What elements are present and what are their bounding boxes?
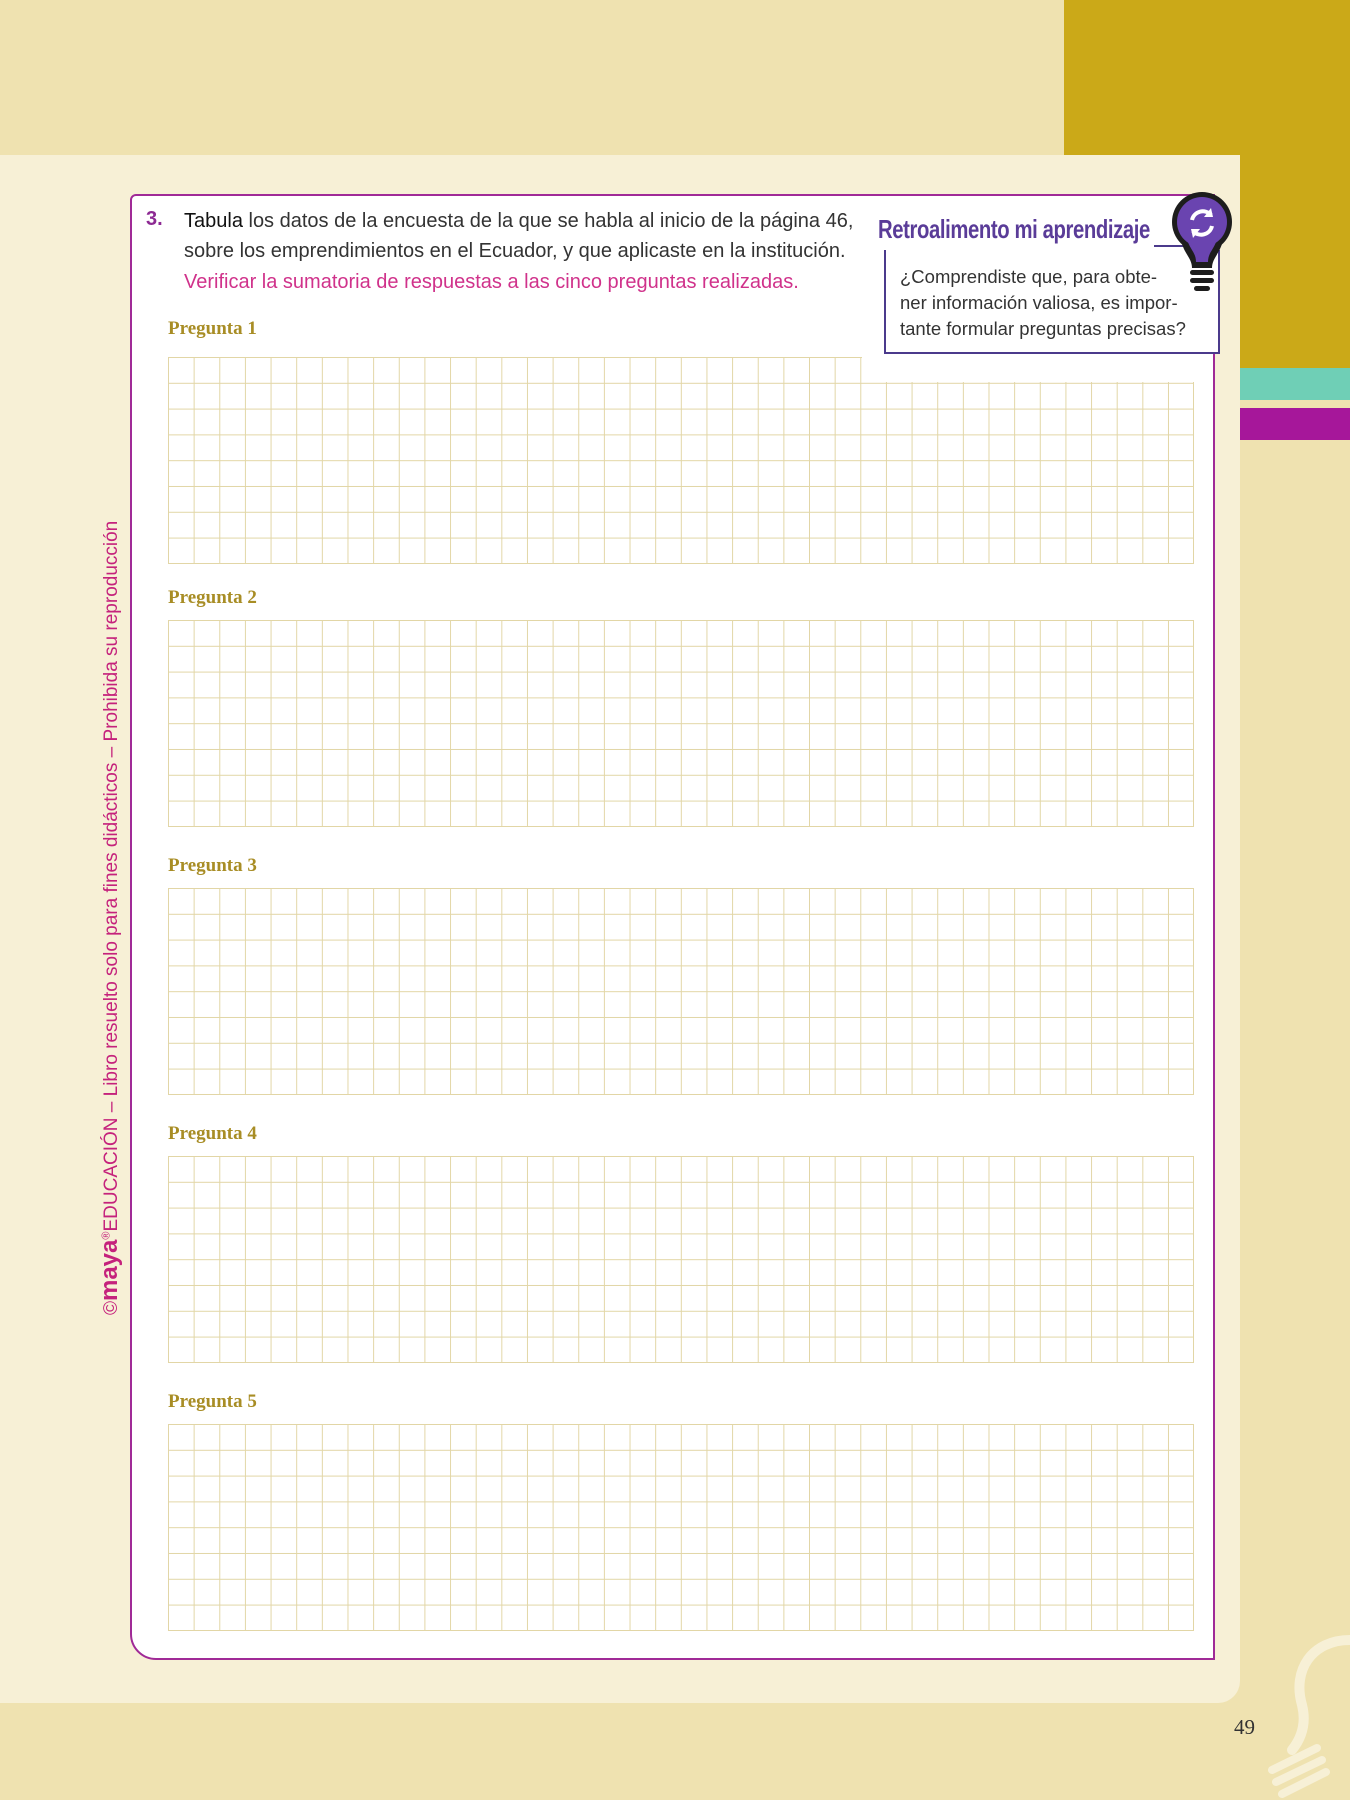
answer-grid-4[interactable] xyxy=(168,1156,1194,1363)
retro-title: Retroalimento mi aprendizaje xyxy=(878,214,1150,244)
instruction-line-2: sobre los emprendimientos en el Ecuador, y que aplicaste en la institución. xyxy=(184,240,846,262)
answer-note: Verificar la sumatoria de respuestas a las cinco preguntas realizadas. xyxy=(184,271,799,293)
retro-question xyxy=(900,264,1200,342)
answer-grid-5[interactable] xyxy=(168,1424,1194,1631)
question-1-label: Pregunta 1 xyxy=(168,318,257,339)
question-3-label: Pregunta 3 xyxy=(168,855,257,876)
copyright-sidebar xyxy=(96,521,124,1315)
brand-logo: maya xyxy=(96,1239,123,1301)
teal-tab xyxy=(1238,368,1350,400)
question-5-label: Pregunta 5 xyxy=(168,1391,257,1412)
instruction-line-1: los datos de la encuesta de la que se habla al inicio de la página 46, xyxy=(242,210,854,232)
answer-grid-3[interactable] xyxy=(168,888,1194,1095)
exercise-number: 3. xyxy=(146,208,163,230)
bottom-band xyxy=(0,1703,1350,1800)
lightbulb-refresh-icon xyxy=(1170,190,1234,294)
question-4-label: Pregunta 4 xyxy=(168,1123,257,1144)
copyright-symbol: © xyxy=(101,1301,122,1315)
registered-mark: ® xyxy=(100,1231,113,1240)
answer-grid-1[interactable] xyxy=(168,357,1194,564)
right-margin-strip xyxy=(1238,370,1350,1800)
retro-line-2: ner información valiosa, es impor- xyxy=(900,292,1178,313)
exercise-instruction xyxy=(184,206,864,266)
corner-lightbulb-icon xyxy=(1262,1630,1350,1800)
copyright-text: EDUCACIÓN – Libro resuelto solo para fines didácticos – Prohibida su reproducción xyxy=(101,520,122,1232)
question-2-label: Pregunta 2 xyxy=(168,587,257,608)
instruction-verb: Tabula xyxy=(184,210,243,232)
answer-grid-2[interactable] xyxy=(168,620,1194,827)
retro-line-3: tante formular preguntas precisas? xyxy=(900,318,1186,339)
magenta-tab xyxy=(1238,408,1350,440)
grid-1-notch xyxy=(862,356,1196,382)
page-number: 49 xyxy=(1234,1715,1255,1739)
retro-line-1: ¿Comprendiste que, para obte- xyxy=(900,266,1158,287)
